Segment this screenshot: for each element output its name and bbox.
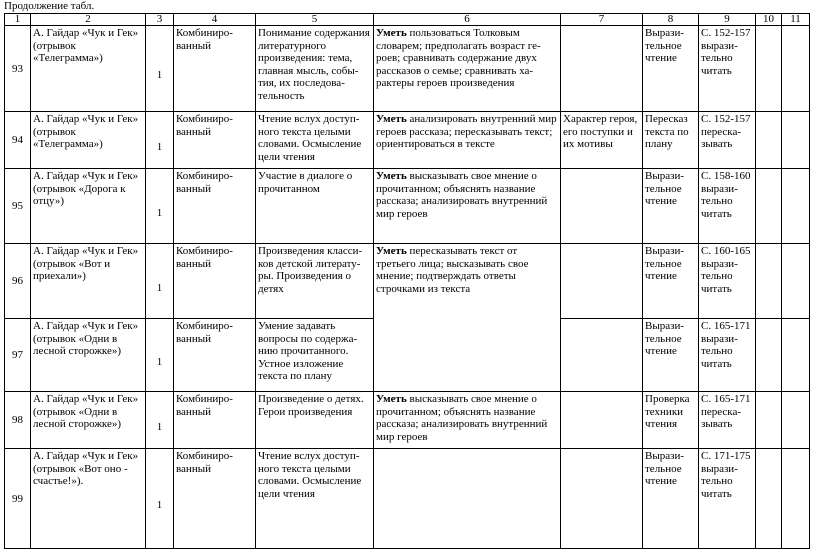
lesson-col11 (782, 319, 810, 392)
header-row (5, 14, 810, 26)
lesson-type: Комбиниро-ванный (174, 244, 256, 319)
lesson-col10 (756, 112, 782, 169)
lesson-col11 (782, 449, 810, 549)
lesson-topic: А. Гайдар «Чук и Гек» (отрывок «Телеграмма») (31, 112, 146, 169)
table-caption: Продолжение табл. (4, 0, 95, 12)
lesson-col11 (782, 169, 810, 244)
lesson-col11 (782, 244, 810, 319)
table-row (5, 392, 810, 449)
lesson-number: 97 (5, 319, 31, 392)
lesson-type: Комбиниро-ванный (174, 112, 256, 169)
lesson-content: Умение задавать вопросы по содержа-нию прочитанного. Устное изложение текста по плану (256, 319, 374, 392)
lesson-control: Вырази-тельное чтение (643, 244, 699, 319)
lesson-homework: С. 165-171 переска-зывать (699, 392, 756, 449)
table-row (5, 449, 810, 549)
header-cell: 10 (756, 14, 782, 26)
lesson-col11 (782, 392, 810, 449)
skills-keyword: Уметь (376, 27, 407, 39)
lesson-content: Участие в диалоге о прочитанном (256, 169, 374, 244)
lesson-content: Произведение о детях. Герои произведения (256, 392, 374, 449)
lesson-type: Комбиниро-ванный (174, 392, 256, 449)
lesson-col11 (782, 112, 810, 169)
header-cell: 8 (643, 14, 699, 26)
lesson-homework: С. 160-165 вырази-тельно читать (699, 244, 756, 319)
table-row (5, 112, 810, 169)
lesson-concepts (561, 449, 643, 549)
lesson-content: Чтение вслух доступ-ного текста целыми словами. Осмысление цели чтения (256, 112, 374, 169)
lesson-hours: 1 (146, 26, 174, 112)
lesson-concepts (561, 169, 643, 244)
lesson-skills (374, 112, 561, 169)
lesson-type: Комбиниро-ванный (174, 169, 256, 244)
lesson-number: 95 (5, 169, 31, 244)
lesson-hours: 1 (146, 169, 174, 244)
lesson-concepts (561, 392, 643, 449)
header-cell: 7 (561, 14, 643, 26)
lesson-skills (374, 392, 561, 449)
lesson-content: Произведения класси-ков детской литерату-ры. Произведения о детях (256, 244, 374, 319)
lesson-control: Вырази-тельное чтение (643, 26, 699, 112)
table-row (5, 169, 810, 244)
lesson-type: Комбиниро-ванный (174, 26, 256, 112)
table-row (5, 244, 810, 319)
lesson-skills (374, 26, 561, 112)
lesson-content: Понимание содержания литературного произведения: тема, главная мысль, собы-тия, их последова-тельность (256, 26, 374, 112)
header-cell: 1 (5, 14, 31, 26)
lesson-topic: А. Гайдар «Чук и Гек» (отрывок «Одни в лесной сторожке») (31, 319, 146, 392)
lesson-topic: А. Гайдар «Чук и Гек» (отрывок «Дорога к отцу») (31, 169, 146, 244)
lesson-plan-table (4, 13, 810, 549)
header-cell: 5 (256, 14, 374, 26)
lesson-homework: С. 158-160 вырази-тельно читать (699, 169, 756, 244)
lesson-control: Вырази-тельное чтение (643, 319, 699, 392)
lesson-number: 96 (5, 244, 31, 319)
lesson-col10 (756, 449, 782, 549)
skills-text: высказывать свое мнение о прочитанном; объяснять название рассказа; анализировать внутренний мир героев (376, 393, 548, 443)
lesson-control: Проверка техники чтения (643, 392, 699, 449)
header-cell: 3 (146, 14, 174, 26)
lesson-control: Вырази-тельное чтение (643, 169, 699, 244)
lesson-type: Комбиниро-ванный (174, 319, 256, 392)
lesson-homework: С. 165-171 вырази-тельно читать (699, 319, 756, 392)
lesson-topic: А. Гайдар «Чук и Гек» (отрывок «Вот и приехали») (31, 244, 146, 319)
lesson-number: 99 (5, 449, 31, 549)
lesson-number: 98 (5, 392, 31, 449)
skills-text: анализировать внутренний мир героев рассказа; пересказывать текст; ориентироваться в тексте (376, 113, 557, 151)
lesson-skills (374, 449, 561, 549)
lesson-concepts (561, 319, 643, 392)
skills-text: пользоваться Толковым словарем; предполагать возраст ге-роев; сравнивать содержание двух рассказов о семье; сравнивать ха-рактеры героев произведения (376, 27, 541, 90)
lesson-col10 (756, 392, 782, 449)
lesson-col10 (756, 319, 782, 392)
lesson-number: 94 (5, 112, 31, 169)
skills-keyword: Уметь (376, 393, 407, 405)
lesson-homework: С. 171-175 вырази-тельно читать (699, 449, 756, 549)
lesson-concepts (561, 244, 643, 319)
header-cell: 9 (699, 14, 756, 26)
lesson-hours: 1 (146, 319, 174, 392)
skills-keyword: Уметь (376, 170, 407, 182)
skills-keyword: Уметь (376, 113, 407, 125)
skills-text: пересказывать текст от третьего лица; высказывать свое мнение; подтверждать ответы строчками из текста (376, 245, 529, 295)
skills-keyword: Уметь (376, 245, 407, 257)
lesson-concepts: Характер героя, его поступки и их мотивы (561, 112, 643, 169)
lesson-homework: С. 152-157 вырази-тельно читать (699, 26, 756, 112)
lesson-skills (374, 169, 561, 244)
lesson-concepts (561, 26, 643, 112)
lesson-content: Чтение вслух доступ-ного текста целыми словами. Осмысление цели чтения (256, 449, 374, 549)
lesson-hours: 1 (146, 112, 174, 169)
lesson-col10 (756, 169, 782, 244)
lesson-topic: А. Гайдар «Чук и Гек» (отрывок «Телеграмма») (31, 26, 146, 112)
skills-text: высказывать свое мнение о прочитанном; объяснять название рассказа; анализировать внутренний мир героев (376, 170, 548, 220)
lesson-control: Пересказ текста по плану (643, 112, 699, 169)
lesson-hours: 1 (146, 244, 174, 319)
lesson-number: 93 (5, 26, 31, 112)
header-cell: 4 (174, 14, 256, 26)
lesson-col11 (782, 26, 810, 112)
lesson-col10 (756, 244, 782, 319)
header-cell: 6 (374, 14, 561, 26)
lesson-topic: А. Гайдар «Чук и Гек» (отрывок «Вот оно - счастье!»). (31, 449, 146, 549)
lesson-hours: 1 (146, 449, 174, 549)
header-cell: 11 (782, 14, 810, 26)
lesson-skills (374, 244, 561, 392)
lesson-type: Комбиниро-ванный (174, 449, 256, 549)
header-cell: 2 (31, 14, 146, 26)
table-row (5, 26, 810, 112)
lesson-control: Вырази-тельное чтение (643, 449, 699, 549)
lesson-homework: С. 152-157 переска-зывать (699, 112, 756, 169)
lesson-hours: 1 (146, 392, 174, 449)
lesson-col10 (756, 26, 782, 112)
lesson-topic: А. Гайдар «Чук и Гек» (отрывок «Одни в лесной сторожке») (31, 392, 146, 449)
